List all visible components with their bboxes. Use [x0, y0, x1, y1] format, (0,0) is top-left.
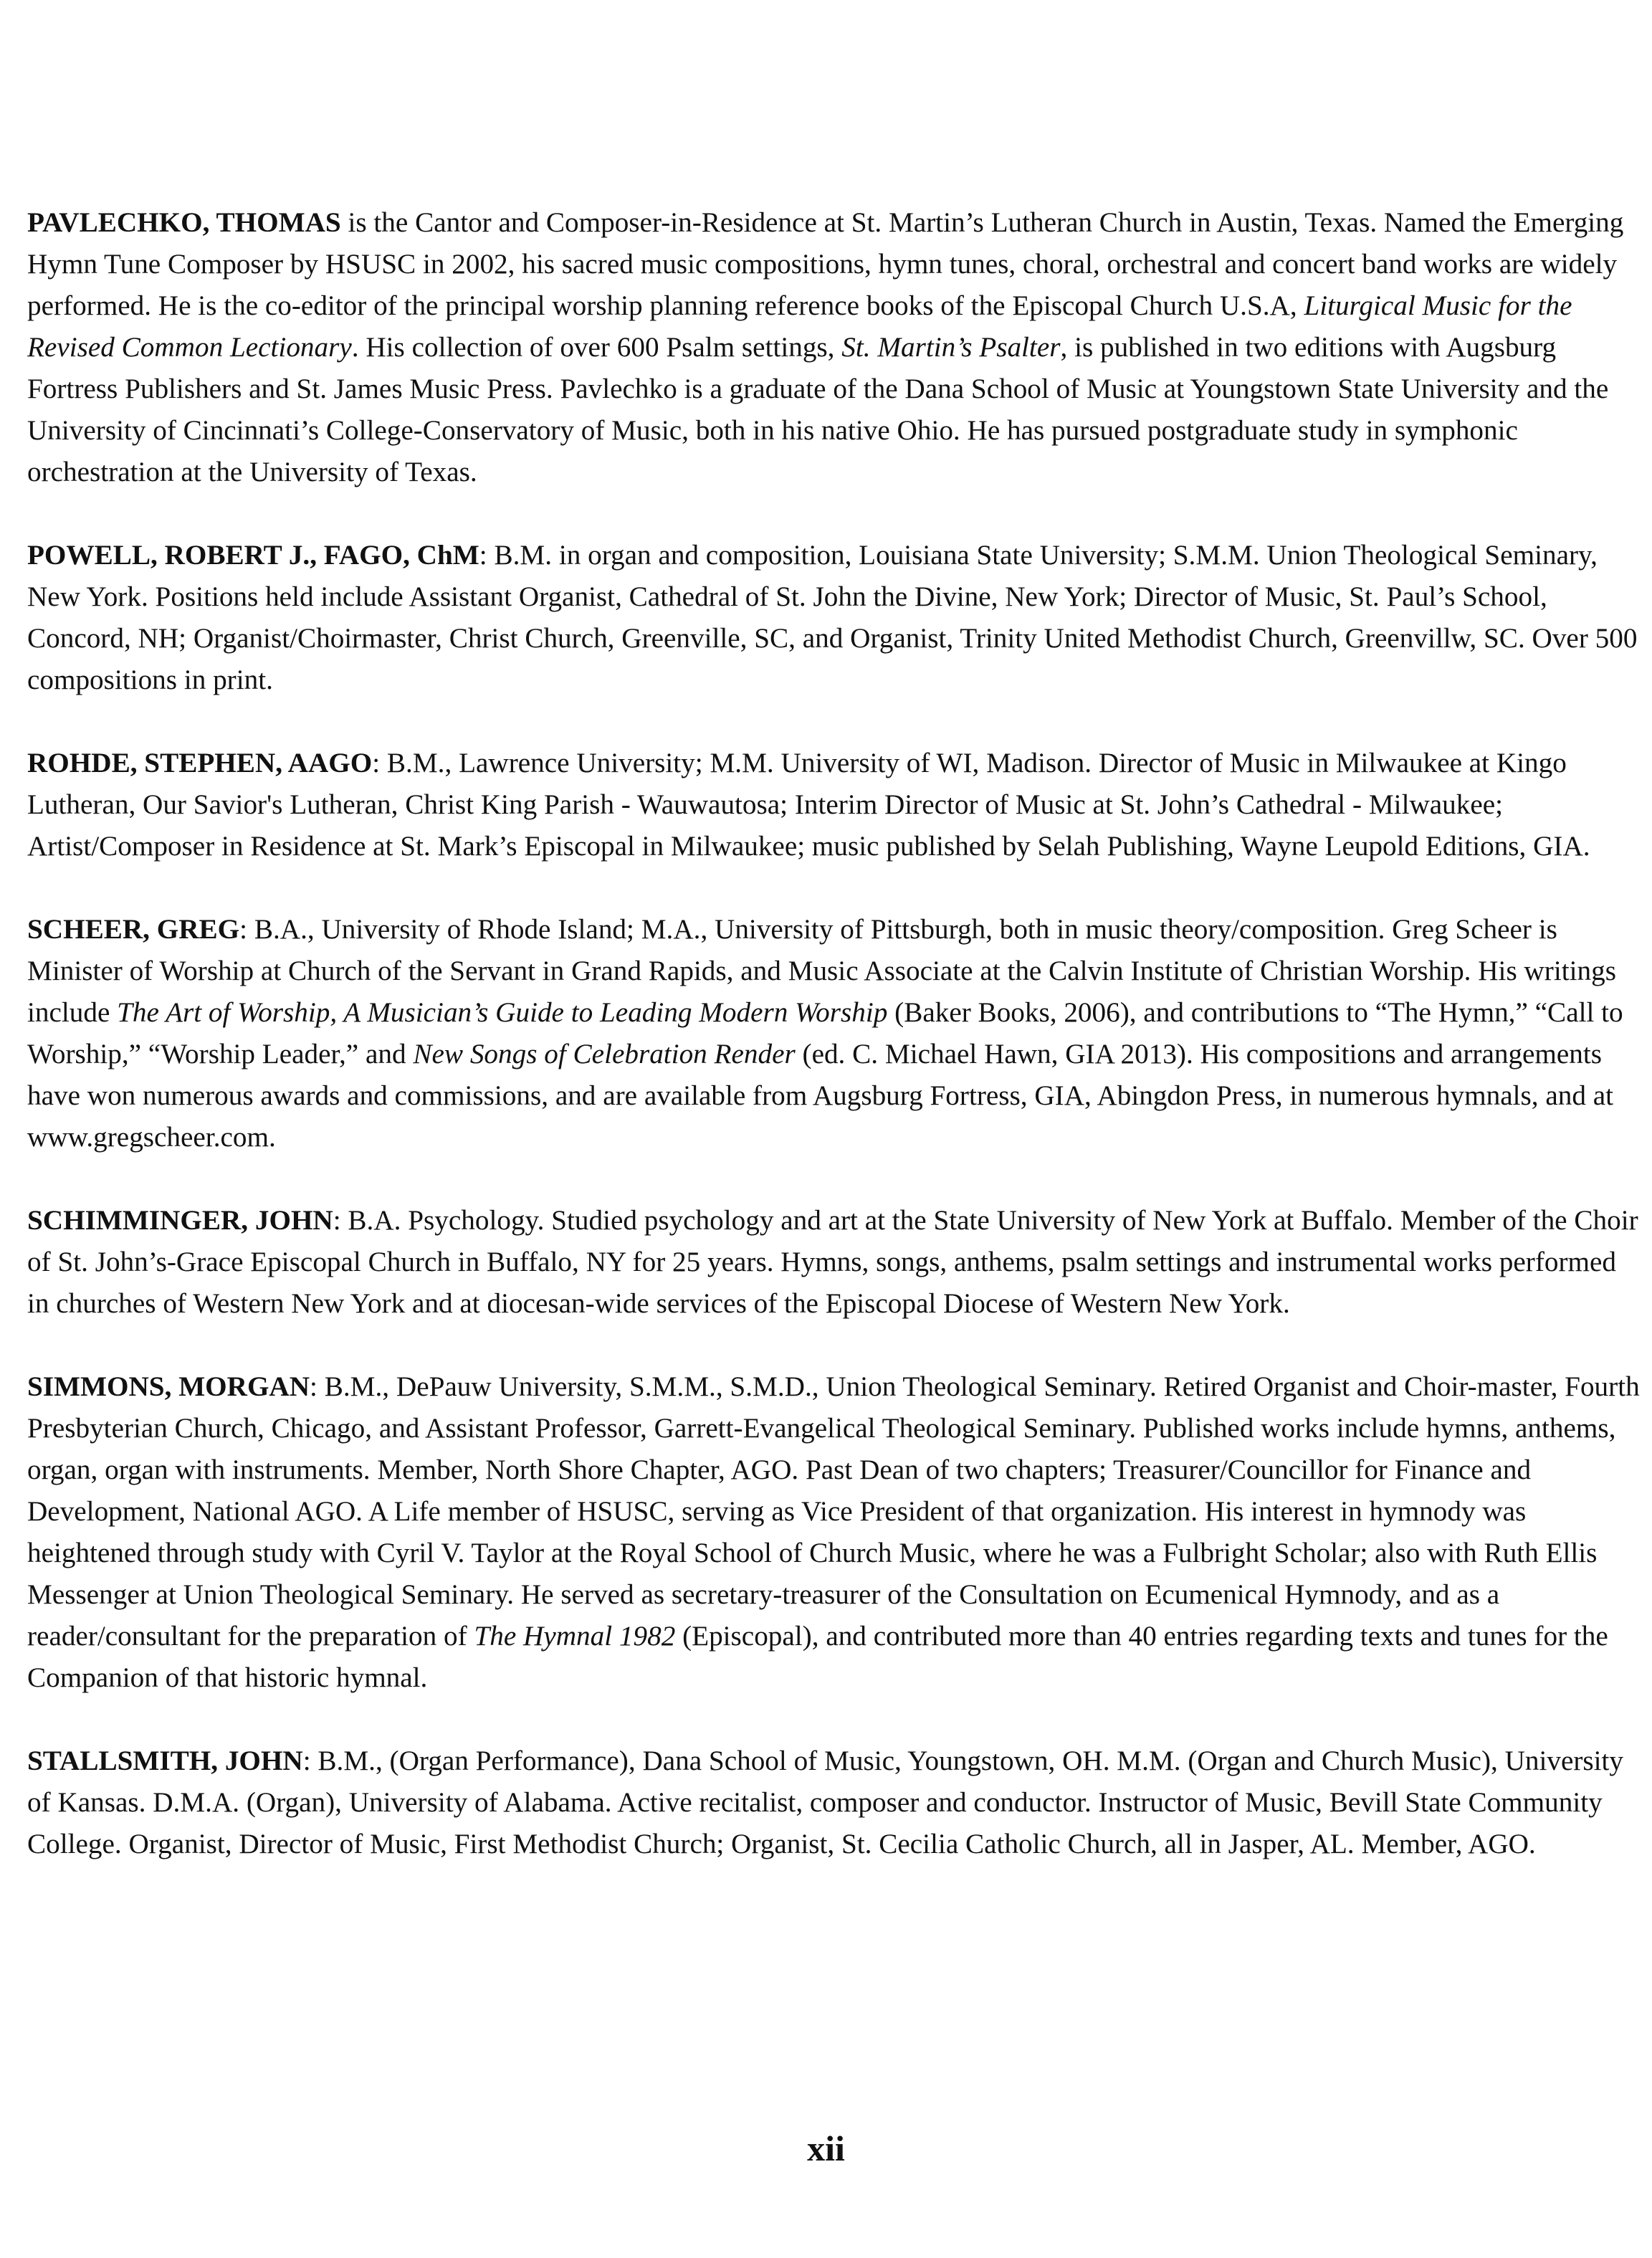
- entry-text: (Baker Books, 2006), and contributions to “The Hymn,” “Call to Worship,” “Worship Leader,” and: [27, 997, 1623, 1070]
- entry-name: SCHEER, GREG: [27, 914, 240, 945]
- entry-name: STALLSMITH, JOHN: [27, 1745, 303, 1776]
- biography-entry: [27, 202, 1643, 493]
- entry-title-italic: New Songs of Celebration Render: [413, 1039, 796, 1070]
- entry-title-italic: Liturgical Music for the Revised Common Lectionary: [27, 290, 1572, 363]
- entry-name: ROHDE, STEPHEN, AAGO: [27, 748, 373, 778]
- entry-name: SIMMONS, MORGAN: [27, 1371, 310, 1402]
- entry-text: : B.M., DePauw University, S.M.M., S.M.D., Union Theological Seminary. Retired Organist and Choir-master, Fourth Presbyterian Church, Chicago, and Assistant Professor, Garrett-Evangelical Theological Seminary. Published works include hymns, anthems, organ, organ with instruments. Member, North Shore Chapter, AGO. Past Dean of two chapters; Treasurer/Councillor for Finance and Development, National AGO. A Life member of HSUSC, serving as Vice President of that organization. His interest in hymnody was heightened through study with Cyril V. Taylor at the Royal School of Church Music, where he was a Fulbright Scholar; also with Ruth Ellis Messenger at Union Theological Seminary. He served as secretary-treasurer of the Consultation on Ecumenical Hymnody, and as a reader/consultant for the preparation of: [27, 1371, 1640, 1652]
- biography-entry: [27, 1200, 1643, 1325]
- entry-text: : B.M., (Organ Performance), Dana School of Music, Youngstown, OH. M.M. (Organ and Church Music), University of Kansas. D.M.A. (Organ), University of Alabama. Active recitalist, composer and conductor. Instructor of Music, Bevill State Community College. Organist, Director of Music, First Methodist Church; Organist, St. Cecilia Catholic Church, all in Jasper, AL. Member, AGO.: [27, 1745, 1624, 1859]
- entry-name: PAVLECHKO, THOMAS: [27, 207, 341, 238]
- entry-text: (Episcopal), and contributed more than 40 entries regarding texts and tunes for the Companion of that historic hymnal.: [27, 1621, 1608, 1693]
- entry-title-italic: St. Martin’s Psalter: [841, 332, 1061, 363]
- biography-entry: [27, 535, 1643, 701]
- biography-entry: [27, 909, 1643, 1158]
- biography-list: [27, 202, 1643, 1907]
- entry-text: (ed. C. Michael Hawn, GIA 2013). His compositions and arrangements have won numerous awards and commissions, and are available from Augsburg Fortress, GIA, Abingdon Press, in numerous hymnals, and at www.gregscheer.com.: [27, 1039, 1614, 1153]
- entry-text: : B.M., Lawrence University; M.M. University of WI, Madison. Director of Music in Milwaukee at Kingo Lutheran, Our Savior's Lutheran, Christ King Parish - Wauwautosa; Interim Director of Music at St. John’s Cathedral - Milwaukee; Artist/Composer in Residence at St. Mark’s Episcopal in Milwaukee; music published by Selah Publishing, Wayne Leupold Editions, GIA.: [27, 748, 1590, 862]
- entry-text: : B.A. Psychology. Studied psychology and art at the State University of New York at Buffalo. Member of the Choir of St. John’s-Grace Episcopal Church in Buffalo, NY for 25 years. Hymns, songs, anthems, psalm settings and instrumental works performed in churches of Western New York and at diocesan-wide services of the Episcopal Diocese of Western New York.: [27, 1205, 1638, 1319]
- entry-text: : B.M. in organ and composition, Louisiana State University; S.M.M. Union Theological Seminary, New York. Positions held include Assistant Organist, Cathedral of St. John the Divine, New York; Director of Music, St. Paul’s School, Concord, NH; Organist/Choirmaster, Christ Church, Greenville, SC, and Organist, Trinity United Methodist Church, Greenvillw, SC. Over 500 compositions in print.: [27, 540, 1638, 695]
- entry-text: : B.A., University of Rhode Island; M.A., University of Pittsburgh, both in music theory/composition. Greg Scheer is Minister of Worship at Church of the Servant in Grand Rapids, and Music Associate at the Calvin Institute of Christian Worship. His writings include: [27, 914, 1616, 1028]
- biography-entry: [27, 743, 1643, 867]
- biography-entry: [27, 1740, 1643, 1865]
- entry-text: . His collection of over 600 Psalm settings,: [351, 332, 842, 363]
- page-number: xii: [807, 2128, 845, 2168]
- entry-text: , is published in two editions with Augsburg Fortress Publishers and St. James Music Press. Pavlechko is a graduate of the Dana School of Music at Youngstown State University and the University of Cincinnati’s College-Conservatory of Music, both in his native Ohio. He has pursued postgraduate study in symphonic orchestration at the University of Texas.: [27, 332, 1609, 487]
- biography-entry: [27, 1366, 1643, 1699]
- entry-title-italic: The Hymnal 1982: [474, 1621, 676, 1652]
- entry-text: is the Cantor and Composer-in-Residence at St. Martin’s Lutheran Church in Austin, Texas. Named the Emerging Hymn Tune Composer by HSUSC in 2002, his sacred music compositions, hymn tunes, choral, orchestral and concert band works are widely performed. He is the co-editor of the principal worship planning reference books of the Episcopal Church U.S.A,: [27, 207, 1624, 321]
- entry-title-italic: The Art of Worship, A Musician’s Guide to Leading Modern Worship: [117, 997, 888, 1028]
- entry-name: POWELL, ROBERT J., FAGO, ChM: [27, 540, 479, 571]
- entry-name: SCHIMMINGER, JOHN: [27, 1205, 333, 1236]
